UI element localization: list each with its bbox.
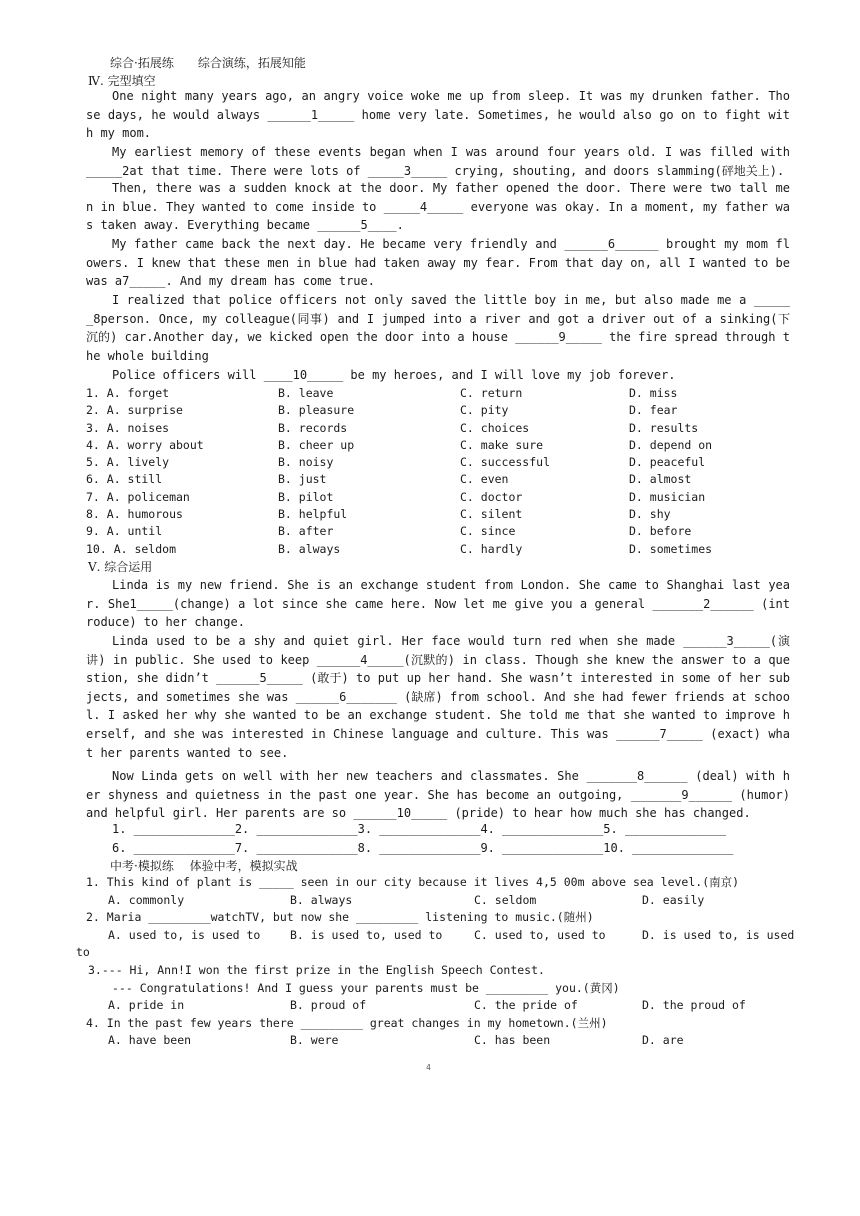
option-row: [86, 506, 790, 523]
option-b: B. is used to, used to: [290, 927, 443, 942]
page-number: 4: [426, 1063, 431, 1072]
question-options: [86, 927, 796, 945]
cloze-paragraph: Police officers will ____10_____ be my heroes, and I will love my job forever.: [112, 368, 676, 382]
option-a: A. have been: [108, 1033, 192, 1048]
option-d: D. depend on: [629, 437, 713, 452]
option-row: [86, 402, 790, 419]
option-b: B. cheer up: [278, 437, 355, 452]
option-a: A. pride in: [108, 998, 185, 1013]
option-d: D. peaceful: [629, 455, 706, 470]
option-a: 5. A. lively: [86, 455, 170, 470]
section-title: 综合·拓展练 综合演练，拓展知能: [110, 56, 306, 70]
option-d: D. easily: [642, 892, 705, 907]
option-row: [86, 437, 790, 454]
option-b: B. always: [278, 541, 341, 556]
option-d: D. before: [629, 524, 692, 539]
option-a: 10. A. seldom: [86, 541, 177, 556]
option-b: B. always: [290, 892, 353, 907]
option-d: D. is used to, is used: [642, 927, 795, 942]
question-options: [86, 1032, 796, 1050]
option-b: B. pilot: [278, 489, 334, 504]
option-d: D. sometimes: [629, 541, 713, 556]
option-c: C. used to, used to: [474, 927, 606, 942]
option-c: C. return: [460, 386, 523, 400]
option-a: 3. A. noises: [86, 420, 170, 435]
question-stem: 3.--- Hi, Ann!I won the first prize in the English Speech Contest.: [88, 962, 545, 977]
question-options: [86, 892, 796, 910]
option-row: [86, 523, 790, 540]
usage-paragraph: Linda is my new friend. She is an exchange student from London. She came to Shanghai last year. She1_____(change) a lot since she came here. Now let me give you a general _______2______ (introduce) to her change.: [86, 578, 790, 630]
part4-title: Ⅳ. 完型填空: [88, 74, 156, 88]
option-c: C. doctor: [460, 489, 523, 504]
option-a: A. commonly: [108, 892, 185, 907]
option-b: B. leave: [278, 386, 334, 400]
answer-line[interactable]: 1. ______________2. ______________3. ______________4. ______________5. ______________: [112, 822, 727, 836]
question-option-tail: to: [76, 945, 90, 960]
option-d: D. results: [629, 420, 699, 435]
cloze-paragraph: I realized that police officers not only saved the little boy in me, but also made me a ______8person. Once, my colleague(同事) and I jumped into a river and got a driver out of a sinking(下沉的) car.Another day, we kicked open the door into a house ______9_____ the fire spread through the whole building: [86, 293, 790, 363]
option-c: C. hardly: [460, 541, 523, 556]
option-c: C. seldom: [474, 892, 537, 907]
answer-line[interactable]: 6. ______________7. ______________8. ______________9. ______________10. ______________: [112, 841, 734, 855]
option-d: D. almost: [629, 472, 692, 487]
option-c: C. has been: [474, 1033, 551, 1048]
option-row: [86, 385, 790, 402]
option-row: [86, 541, 790, 558]
question-stem: 1. This kind of plant is _____ seen in our city because it lives 4,5 00m above sea level.(南京): [86, 875, 740, 889]
option-row: [86, 420, 790, 437]
question-options: [86, 997, 796, 1015]
option-b: B. helpful: [278, 507, 348, 522]
part5-title: Ⅴ. 综合运用: [88, 560, 153, 574]
option-d: D. shy: [629, 507, 671, 522]
option-a: 1. A. forget: [86, 386, 170, 400]
option-c: C. even: [460, 472, 509, 487]
option-a: A. used to, is used to: [108, 927, 261, 942]
option-d: D. fear: [629, 403, 678, 418]
option-c: C. silent: [460, 507, 523, 522]
cloze-paragraph: My father came back the next day. He became very friendly and ______6______ brought my mom flowers. I knew that these men in blue had taken away my fear. From that day on, all I wanted to be was a7_____. And my dream has come true.: [86, 237, 790, 289]
option-row: [86, 471, 790, 488]
option-row: [86, 454, 790, 471]
cloze-paragraph: One night many years ago, an angry voice woke me up from sleep. It was my drunken father. Those days, he would always ______1_____ home very late. Sometimes, he would also go on to fight with my mom.: [86, 89, 790, 141]
option-c: C. pity: [460, 403, 509, 418]
cloze-options: [86, 385, 790, 558]
answer-lines: [112, 822, 733, 860]
option-a: 7. A. policeman: [86, 489, 190, 504]
option-b: B. just: [278, 472, 327, 487]
option-d: D. are: [642, 1033, 684, 1048]
option-row: [86, 489, 790, 506]
option-c: C. successful: [460, 455, 551, 470]
option-b: B. after: [278, 524, 334, 539]
zhongkao-title: 中考·模拟练 体验中考，模拟实战: [110, 859, 298, 873]
option-a: 9. A. until: [86, 524, 163, 539]
option-a: 6. A. still: [86, 472, 163, 487]
option-d: D. musician: [629, 489, 706, 504]
usage-paragraph: Now Linda gets on well with her new teachers and classmates. She _______8______ (deal) with her shyness and quietness in the past one year. She has become an outgoing, _______9______ (humor) and helpful girl. Her parents are so ______10_____ (pride) to hear how much she has changed.: [86, 769, 790, 821]
option-d: D. the proud of: [642, 998, 746, 1013]
usage-paragraph: Linda used to be a shy and quiet girl. Her face would turn red when she made ______3_____(演讲) in public. She used to keep ______4_____(沉默的) in class. Though she knew the answer to a question, she didn’t ______5_____ (敢于) to put up her hand. She wasn’t interested in some of her subjects, and sometimes she was ______6_______ (缺席) from school. And she had fewer friends at school. I asked her why she wanted to be an exchange student. She told me that she wanted to improve herself, and she was interested in Chinese language and culture. This was ______7_____ (exact) what her parents wanted to see.: [86, 634, 790, 760]
option-c: C. make sure: [460, 437, 544, 452]
question-stem: 4. In the past few years there _________ great changes in my hometown.(兰州): [86, 1015, 608, 1030]
question-stem: 2. Maria _________watchTV, but now she _________ listening to music.(随州): [86, 910, 594, 925]
option-b: B. records: [278, 420, 348, 435]
option-c: C. choices: [460, 420, 530, 435]
option-b: B. noisy: [278, 455, 334, 470]
option-c: C. since: [460, 524, 516, 539]
option-d: D. miss: [629, 386, 678, 400]
mock-questions: [76, 874, 796, 1050]
option-b: B. were: [290, 1033, 339, 1048]
option-a: 4. A. worry about: [86, 437, 204, 452]
option-c: C. the pride of: [474, 998, 578, 1013]
option-a: 2. A. surprise: [86, 403, 183, 418]
cloze-paragraph: My earliest memory of these events began when I was around four years old. I was filled with _____2at that time. There were lots of _____3_____ crying, shouting, and doors slamming(砰地关上).: [86, 145, 790, 178]
option-b: B. pleasure: [278, 403, 355, 418]
question-stem: --- Congratulations! And I guess your parents must be _________ you.(黄冈): [112, 980, 620, 995]
option-b: B. proud of: [290, 998, 367, 1013]
cloze-paragraph: Then, there was a sudden knock at the door. My father opened the door. There were two tall men in blue. They wanted to come inside to _____4_____ everyone was okay. In a moment, my father was taken away. Everything became ______5____.: [86, 181, 790, 233]
option-a: 8. A. humorous: [86, 507, 183, 522]
